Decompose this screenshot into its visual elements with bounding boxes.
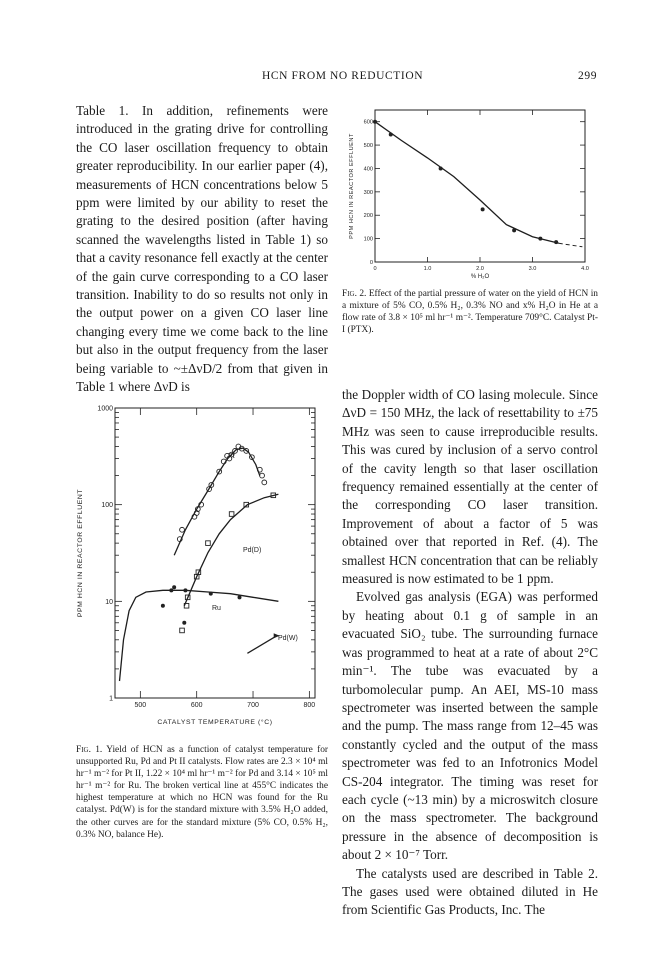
curve-pd-w- xyxy=(247,636,276,654)
x-tick-label: 4.0 xyxy=(581,266,589,272)
figure-1-caption xyxy=(76,744,328,841)
x-tick-label: 600 xyxy=(190,702,203,709)
x-tick-label: 3.0 xyxy=(528,266,537,272)
fig2-frame xyxy=(375,110,585,262)
caption-lead: Fig. 2. xyxy=(342,289,367,299)
series-label-ru: Ru xyxy=(212,605,221,612)
fig1-x-axis-label: CATALYST TEMPERATURE (°C) xyxy=(157,719,273,726)
left-column-text xyxy=(76,102,328,397)
fig2-curves xyxy=(375,122,582,247)
y-tick-label: 300 xyxy=(363,189,373,196)
data-point-ru xyxy=(172,585,176,589)
paragraph: Evolved gas analysis (EGA) was performed by heating about 0.1 g of sample in an evacuated SiO₂ tube. The surrounding furnace was programmed to heat at a rate of about 2°C min⁻¹. The tube was evacuated by a turbomolecular pump. An AEI, MS-10 mass spectrometer was inserted between the sample and the pump. The mass range from 12–45 was constantly cycled and the output of the mass spectrometer was fed to an Infotronics Model CS-204 integrator. The timing was reset for each cycle (~13 min) by a microswitch closure on the mass spectrometer. The background pressure in the absence of decomposition is about 2 × 10⁻⁷ Torr. xyxy=(342,589,598,863)
data-point-pd-d- xyxy=(206,541,211,546)
data-point-ru xyxy=(169,588,173,592)
x-tick-label: 500 xyxy=(134,702,147,709)
x-tick-label: 0 xyxy=(373,266,377,272)
right-column-text xyxy=(342,386,598,920)
data-point-ru xyxy=(182,621,186,625)
y-tick-label: 200 xyxy=(363,213,373,220)
fig1-curves xyxy=(115,448,278,698)
caption-text: Effect of the partial pressure of water on the yield of HCN in a mixture of 5% CO, 0.5% H₂, 0.3% NO and x% H₂O in He at a flow rate of 3.8 × 10⁵ ml hr⁻¹ m⁻². Temperature 709°C. Catalyst Pt-I (PTX). xyxy=(342,289,598,336)
water-effect-curve xyxy=(375,122,559,244)
fig2-x-ticks xyxy=(373,110,588,272)
fig1-y-axis-label: PPM HCN IN REACTOR EFFLUENT xyxy=(77,488,84,618)
y-tick-label: 1 xyxy=(109,695,113,703)
data-point-pd-d- xyxy=(180,628,185,633)
y-tick-label: 1000 xyxy=(97,405,113,413)
figure-2-chart xyxy=(345,102,595,282)
series-label-pd-w: Pd(W) xyxy=(278,635,298,642)
fig2-x-axis-label: % H₂O xyxy=(470,274,490,280)
series-label-pt: Pt xyxy=(228,453,235,460)
running-head xyxy=(0,70,672,86)
data-point-ru xyxy=(238,595,242,599)
fig1-y-ticks xyxy=(97,406,315,703)
caption-lead: Fig. 1. xyxy=(76,745,103,755)
y-tick-label: 0 xyxy=(369,260,373,266)
series-label-pd-d: Pd(D) xyxy=(243,547,262,554)
data-point-ru xyxy=(161,604,165,608)
y-tick-label: 600 xyxy=(363,119,373,126)
data-point-pt xyxy=(260,473,265,478)
fig2-points xyxy=(373,120,558,244)
data-point-ru xyxy=(209,592,213,596)
figure-2-caption xyxy=(342,288,598,336)
data-point xyxy=(538,237,542,241)
data-point-pd-d- xyxy=(229,512,234,517)
paragraph: The catalysts used are described in Table 2. The gases used were obtained diluted in He from Scientific Gas Products, Inc. The xyxy=(342,865,598,918)
x-tick-label: 2.0 xyxy=(476,266,484,272)
data-point-ru xyxy=(183,588,187,592)
paragraph: Table 1. In addition, refinements were introduced in the grating drive for controlling the CO laser oscillation frequency to obtain greater reproducibility. In our earlier paper (4), measurements of HCN concentrations below 5 ppm were limited by our ability to reset the grating to the desired position (after having scanned the wavelengths listed in Table 1) so that a cavity resonance fell exactly at the center of the gain curve corresponding to a CO laser transition. Inability to do so results not only in the output power on a given CO laser line changing every time we come back to the line but also in the output frequency from the laser being variable to ~±ΔνD/2 from that given in Table 1 where ΔνD is xyxy=(76,103,328,395)
page-number: 299 xyxy=(578,70,598,82)
y-tick-label: 100 xyxy=(363,236,373,243)
x-tick-label: 800 xyxy=(303,702,316,709)
figure-1-chart xyxy=(60,400,340,732)
fig1-series-labels xyxy=(212,453,298,642)
dashed-extension-line xyxy=(559,243,583,247)
data-point xyxy=(554,240,558,244)
data-point-pt xyxy=(180,527,185,532)
y-tick-label: 500 xyxy=(363,143,373,150)
y-tick-label: 400 xyxy=(363,166,373,173)
paragraph: the Doppler width of CO lasing molecule. Since ΔνD = 150 MHz, the lack of resettability to ±75 MHz was seen to cause irreproducible results. This was cured by inclusion of a servo control of the cavity length so that laser oscillation frequency remained essentially at the center of the corresponding CO laser transition. Improvement of about a factor of 5 was obtained over that reported in Ref. (4). The smallest HCN concentration that can be reliably measured is now estimated to be 1 ppm. xyxy=(342,387,598,587)
fig2-y-ticks xyxy=(364,120,585,266)
fig1-frame xyxy=(115,408,315,698)
fig1-x-ticks xyxy=(135,408,316,709)
data-point xyxy=(512,228,516,232)
running-title: HCN FROM NO REDUCTION xyxy=(262,70,424,82)
data-point xyxy=(389,133,393,137)
data-point xyxy=(481,207,485,211)
data-point xyxy=(439,166,443,170)
x-tick-label: 700 xyxy=(247,702,259,709)
caption-text: Yield of HCN as a function of catalyst temperature for unsupported Ru, Pd and Pt II catalysts. Flow rates are 2.3 × 10⁴ ml hr⁻¹ m⁻² for Pt II, 1.22 × 10⁴ ml hr⁻¹ m⁻² for Pd and 3.14 × 10⁵ ml hr⁻¹ m⁻² for Ru. The broken vertical line at 455°C indicates the highest temperature at which no HCN was found for the Ru catalyst. Pd(W) is for the standard mixture with 3.5% H₂O added, the other curves are for the standard mixture (5% CO, 0.5% H₂, 0.3% NO, balance He). xyxy=(76,745,328,840)
data-point xyxy=(373,120,377,124)
y-tick-label: 100 xyxy=(101,502,113,510)
curve-ru xyxy=(120,590,279,681)
data-point-pt xyxy=(262,480,267,485)
x-tick-label: 1.0 xyxy=(423,266,432,272)
curve-pt xyxy=(174,448,260,555)
fig2-y-axis-label: PPM HCN IN REACTOR EFFLUENT xyxy=(349,133,355,239)
y-tick-label: 10 xyxy=(105,598,113,606)
